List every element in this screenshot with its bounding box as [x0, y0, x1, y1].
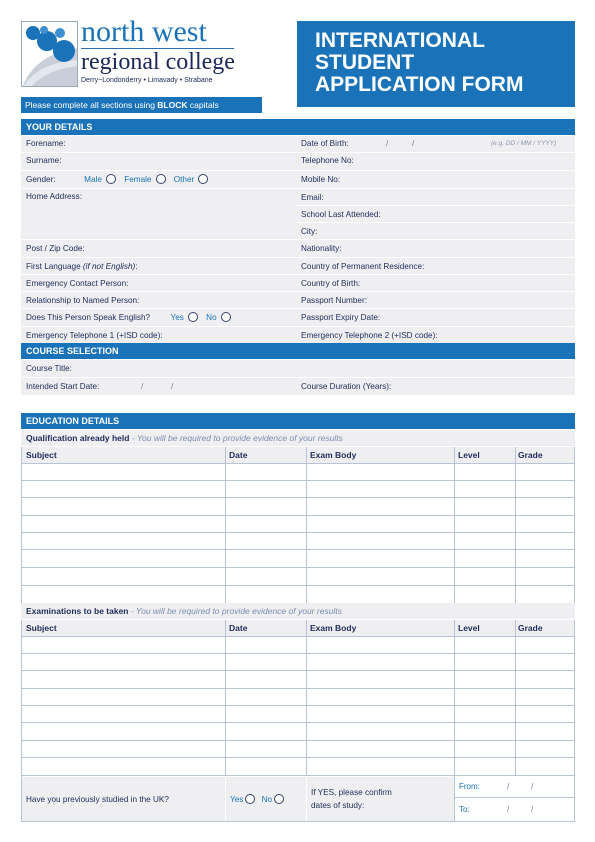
speak-english-no-radio[interactable]	[221, 312, 231, 322]
gender-female-radio[interactable]	[156, 174, 166, 184]
qualifications-held-title: Qualification already held	[26, 433, 130, 443]
surname-label: Surname:	[26, 156, 62, 165]
table-row[interactable]	[22, 706, 574, 723]
passport-expiry-label: Passport Expiry Date:	[301, 313, 381, 322]
speak-english-yes-label: Yes	[170, 313, 184, 322]
logo-text-north-west: north west	[81, 15, 207, 48]
section-your-details: YOUR DETAILS	[21, 119, 575, 135]
table-row[interactable]	[22, 533, 574, 550]
table-row[interactable]	[22, 741, 574, 758]
gender-field	[21, 170, 296, 188]
table-row[interactable]	[22, 550, 574, 568]
table-row[interactable]	[22, 723, 574, 741]
telephone-label: Telephone No:	[301, 156, 354, 165]
instruction-prefix: Please complete all sections using	[25, 100, 158, 110]
column-grade: Grade	[518, 623, 543, 633]
studied-uk-no-radio[interactable]	[274, 794, 284, 804]
surname-field[interactable]	[21, 152, 296, 170]
column-date: Date	[229, 623, 248, 633]
country-residence-label: Country of Permanent Residence:	[301, 262, 425, 271]
column-date: Date	[229, 450, 248, 460]
table-row[interactable]	[22, 568, 574, 586]
email-label: Email:	[301, 193, 324, 202]
qualifications-held-heading	[21, 430, 575, 446]
first-language-field[interactable]	[21, 257, 296, 274]
speak-english-yes-radio[interactable]	[188, 312, 198, 322]
dob-separator-2: /	[412, 139, 415, 148]
nationality-label: Nationality:	[301, 244, 342, 253]
city-field[interactable]	[296, 222, 575, 239]
date-to-separator-1: /	[507, 805, 510, 814]
emergency-contact-label: Emergency Contact Person:	[26, 279, 129, 288]
logo-text-regional-college: regional college	[81, 49, 235, 75]
course-title-field[interactable]	[21, 359, 575, 377]
start-date-separator-1: /	[141, 382, 144, 391]
speak-english-no-label: No	[206, 313, 217, 322]
column-level: Level	[458, 623, 480, 633]
confirm-dates-line-1: If YES, please confirm	[311, 788, 392, 797]
section-education-details: EDUCATION DETAILS	[21, 413, 575, 429]
column-grade: Grade	[518, 450, 543, 460]
post-code-field[interactable]	[21, 239, 296, 257]
form-title-line-1: INTERNATIONAL	[315, 29, 485, 52]
table-row[interactable]	[22, 586, 574, 604]
form-title	[297, 21, 575, 107]
table-row[interactable]	[22, 654, 574, 671]
column-exam-body: Exam Body	[310, 450, 357, 460]
gender-label: Gender:	[26, 175, 56, 184]
home-address-label: Home Address:	[26, 192, 82, 201]
passport-field[interactable]	[296, 291, 575, 308]
gender-other-label: Other	[173, 175, 195, 184]
exams-to-take-title: Examinations to be taken	[26, 606, 129, 616]
date-from-separator-2: /	[531, 782, 534, 791]
column-divider	[515, 620, 516, 776]
logo-mark-icon	[21, 21, 78, 87]
column-divider	[454, 620, 455, 776]
email-field[interactable]	[296, 188, 575, 205]
emergency-tel2-label: Emergency Telephone 2 (+ISD code):	[301, 331, 438, 340]
column-divider	[454, 447, 455, 604]
country-residence-field[interactable]	[296, 257, 575, 274]
school-field[interactable]	[296, 205, 575, 222]
column-divider	[515, 447, 516, 604]
table-row	[22, 447, 574, 464]
gender-male-label: Male	[84, 175, 102, 184]
studied-uk-question	[22, 776, 225, 821]
instruction-emphasis: BLOCK	[157, 100, 188, 110]
column-divider	[306, 447, 307, 604]
course-duration-label: Course Duration (Years):	[301, 382, 392, 391]
dob-separator-1: /	[386, 139, 389, 148]
table-row[interactable]	[22, 758, 574, 776]
passport-label: Passport Number:	[301, 296, 367, 305]
speak-english-field	[21, 308, 296, 326]
dob-hint: (e.g. DD / MM / YYYY)	[491, 140, 557, 147]
mobile-label: Mobile No:	[301, 175, 341, 184]
table-row	[22, 620, 574, 637]
exams-to-take-table	[21, 620, 575, 776]
studied-uk-yes-label: Yes	[230, 795, 244, 804]
qualifications-held-table	[21, 447, 575, 604]
start-date-label: Intended Start Date:	[26, 382, 100, 391]
mobile-field[interactable]	[296, 170, 575, 188]
emergency-tel2-field[interactable]	[296, 326, 575, 343]
column-divider	[225, 620, 226, 776]
course-title-label: Course Title:	[26, 364, 72, 373]
start-date-separator-2: /	[171, 382, 174, 391]
column-divider	[306, 620, 307, 776]
table-row[interactable]	[22, 481, 574, 498]
first-language-hint: (if not English)	[82, 262, 136, 271]
qualifications-held-note: - You will be required to provide evidence of your results	[129, 433, 343, 443]
gender-other-radio[interactable]	[198, 174, 208, 184]
column-level: Level	[458, 450, 480, 460]
confirm-dates-line-2: dates of study:	[311, 801, 365, 810]
studied-uk-options	[226, 776, 306, 821]
exams-to-take-heading	[21, 603, 575, 619]
column-divider	[225, 447, 226, 604]
emergency-contact-field[interactable]	[21, 274, 296, 291]
forename-label: Forename:	[26, 139, 66, 148]
section-course-selection: COURSE SELECTION	[21, 343, 575, 359]
table-row[interactable]	[22, 464, 574, 481]
instruction-banner	[21, 97, 262, 113]
exams-to-take-note: - You will be required to provide evidence of your results	[128, 606, 342, 616]
first-language-colon: :	[135, 262, 138, 271]
table-row[interactable]	[22, 637, 574, 654]
telephone-field[interactable]	[296, 152, 575, 170]
instruction-suffix: capitals	[187, 100, 219, 110]
gender-female-label: Female	[124, 175, 152, 184]
school-label: School Last Attended:	[301, 210, 381, 219]
studied-uk-no-label: No	[261, 795, 273, 804]
post-code-label: Post / Zip Code:	[26, 244, 85, 253]
start-date-field[interactable]	[21, 377, 296, 395]
dob-field[interactable]	[296, 135, 575, 152]
relationship-field[interactable]	[21, 291, 296, 308]
table-row[interactable]	[22, 516, 574, 533]
studied-uk-block	[21, 776, 575, 822]
college-logo	[21, 15, 235, 89]
emergency-tel1-label: Emergency Telephone 1 (+ISD code):	[26, 331, 163, 340]
logo-towns: Derry~Londonderry • Limavady • Strabane	[81, 77, 213, 84]
table-row[interactable]	[22, 671, 574, 689]
form-title-line-3: APPLICATION FORM	[315, 73, 524, 96]
country-birth-field[interactable]	[296, 274, 575, 291]
country-birth-label: Country of Birth:	[301, 279, 361, 288]
column-subject: Subject	[26, 623, 57, 633]
speak-english-label: Does This Person Speak English?	[26, 313, 151, 322]
dob-label: Date of Birth:	[301, 139, 349, 148]
form-title-line-2: STUDENT	[315, 51, 415, 74]
city-label: City:	[301, 227, 318, 236]
studied-uk-yes-radio[interactable]	[245, 794, 255, 804]
home-address-field[interactable]	[21, 188, 296, 239]
date-from-field[interactable]	[455, 776, 575, 798]
table-row[interactable]	[22, 689, 574, 706]
gender-male-radio[interactable]	[106, 174, 116, 184]
date-to-field[interactable]	[455, 798, 575, 821]
date-to-separator-2: /	[531, 805, 534, 814]
date-from-label: From:	[459, 782, 480, 791]
studied-uk-label: Have you previously studied in the UK?	[26, 795, 169, 804]
nationality-field[interactable]	[296, 239, 575, 257]
passport-expiry-field[interactable]	[296, 308, 575, 326]
emergency-tel1-field[interactable]	[21, 326, 296, 343]
column-subject: Subject	[26, 450, 57, 460]
confirm-dates-label	[307, 776, 454, 821]
table-row[interactable]	[22, 498, 574, 516]
date-to-label: To:	[459, 805, 470, 814]
column-exam-body: Exam Body	[310, 623, 357, 633]
forename-field[interactable]	[21, 135, 296, 152]
course-duration-field[interactable]	[296, 377, 575, 395]
date-from-separator-1: /	[507, 782, 510, 791]
first-language-label: First Language	[26, 262, 81, 271]
column-divider	[454, 776, 455, 821]
relationship-label: Relationship to Named Person:	[26, 296, 140, 305]
